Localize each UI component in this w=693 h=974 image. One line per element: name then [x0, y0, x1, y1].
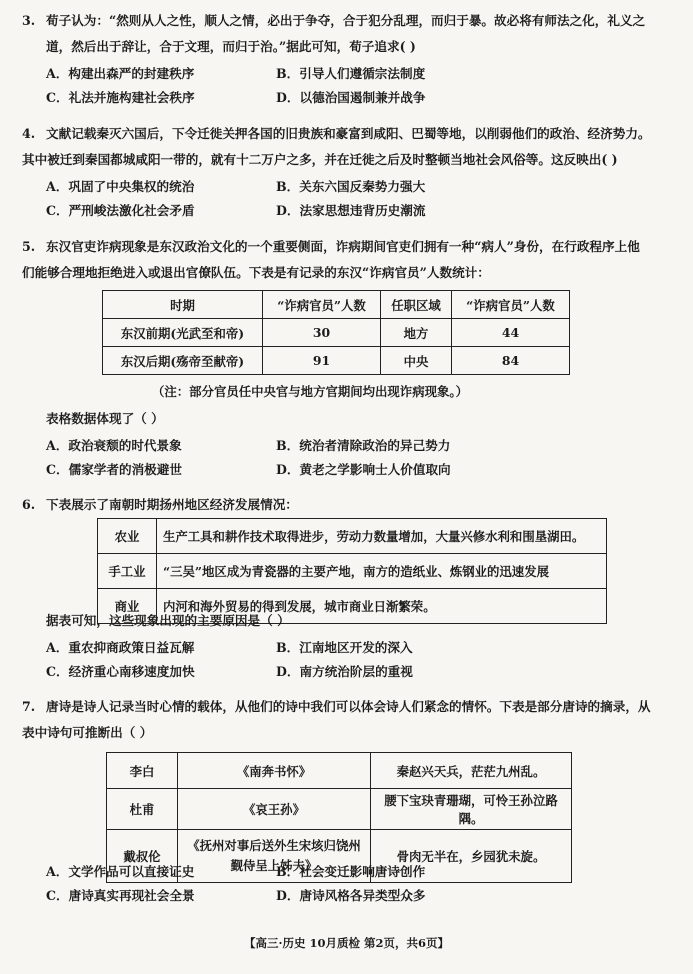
table-cell: 东汉后期(殇帝至献帝): [103, 347, 263, 375]
table-cell: 地方: [381, 319, 452, 347]
option-b[interactable]: B．社会变迁影响唐诗创作: [276, 864, 426, 879]
question-5-prompt: 表格数据体现了（ ） A．政治衰颓的时代景象 B．统治者清除政治的异己势力 C．儒家学者的消极避世 D．黄老之学影响士人价值取向: [22, 406, 672, 482]
option-c[interactable]: C．唐诗真实再现社会全景: [46, 888, 195, 903]
option-a[interactable]: A．构建出森严的封建秩序: [46, 66, 195, 81]
option-d[interactable]: D．南方统治阶层的重视: [276, 664, 413, 679]
option-a[interactable]: A．巩固了中央集权的统治: [46, 179, 195, 194]
table-header: “诈病官员”人数: [262, 291, 380, 319]
option-d[interactable]: D．以德治国遏制兼并战争: [276, 90, 426, 105]
table-cell: 生产工具和耕作技术取得进步，劳动力数量增加，大量兴修水利和围垦湖田。: [157, 519, 607, 554]
option-d[interactable]: D．法家思想违背历史潮流: [276, 203, 426, 218]
table-cell: 农业: [98, 519, 157, 554]
option-d[interactable]: D．唐诗风格各异类型众多: [276, 888, 426, 903]
question-7-options: [46, 860, 672, 908]
table-row: [98, 519, 607, 554]
table-cell: 中央: [381, 347, 452, 375]
table-cell: 东汉前期(光武至和帝): [103, 319, 263, 347]
question-4-options: [46, 175, 672, 223]
question-5-stem: 5. 东汉官吏诈病现象是东汉政治文化的一个重要侧面，诈病期间官吏们拥有一种“病人”身份，在行政程序上他 们能够合理地拒绝进入或退出官僚队伍。下表是有记录的东汉“诈病官员”人数统计：: [22, 239, 640, 280]
option-b[interactable]: B．江南地区开发的深入: [276, 640, 413, 655]
option-a[interactable]: A．文学作品可以直接证史: [46, 864, 195, 879]
table-cell: 腰下宝玦青珊瑚，可怜王孙泣路隅。: [371, 789, 572, 830]
table-cell: 骨肉无半在，乡园犹未旋。: [371, 830, 572, 883]
option-b[interactable]: B．关东六国反秦势力强大: [276, 179, 426, 194]
option-c[interactable]: C．经济重心南移速度加快: [46, 664, 195, 679]
table-cell: 内河和海外贸易的得到发展，城市商业日渐繁荣。: [157, 589, 607, 624]
table-cell: 商业: [98, 589, 157, 624]
table-cell: 30: [262, 319, 380, 347]
option-c[interactable]: C．礼法并施构建社会秩序: [46, 90, 195, 105]
option-b[interactable]: B．统治者清除政治的异己势力: [276, 438, 451, 453]
table-cell: 李白: [107, 753, 178, 789]
question-7: [22, 694, 672, 746]
question-6-stem: 6. 下表展示了南朝时期扬州地区经济发展情况：: [22, 497, 298, 512]
page-footer: 【高三·历史 10月质检 第2页，共6页】: [243, 936, 450, 950]
question-4-stem: 4. 文献记载秦灭六国后，下令迁徙关押各国的旧贵族和豪富到咸阳、巴蜀等地，以削弱他们的政治、经济势力。 其中被迁到秦国都城咸阳一带的，就有十二万户之多，并在迁徙之后及时整顿当地社会风俗等。这反映出( ): [22, 126, 651, 167]
table-cell: 秦赵兴天兵，茫茫九州乱。: [371, 753, 572, 789]
question-3-stem: 3. 荀子认为：“然则从人之性，顺人之情，必出于争夺，合于犯分乱理，而归于暴。故必将有师法之化，礼义之 道，然后出于辞让，合于文理，而归于治。”据此可知，荀子追求( ): [22, 13, 646, 54]
table-header: 任职区域: [381, 291, 452, 319]
q5-note: （注：部分官员任中央官与地方官期间均出现诈病现象。）: [152, 384, 468, 399]
table-header: 时期: [103, 291, 263, 319]
table-cell: 84: [451, 347, 569, 375]
table-cell: 戴叔伦: [107, 830, 178, 883]
table-header-row: [103, 291, 570, 319]
question-6-options: [46, 636, 672, 684]
question-6-prompt: 据表可知，这些现象出现的主要原因是（ ） A．重农抑商政策日益瓦解 B．江南地区开发的深入 C．经济重心南移速度加快 D．南方统治阶层的重视: [22, 608, 672, 684]
q5-table: [102, 290, 570, 375]
table-row: [107, 789, 572, 830]
table-cell: 91: [262, 347, 380, 375]
table-header: “诈病官员”人数: [451, 291, 569, 319]
table-cell: “三吴”地区成为青瓷器的主要产地，南方的造纸业、炼钢业的迅速发展: [157, 554, 607, 589]
question-3-options: [46, 62, 672, 110]
option-d[interactable]: D．黄老之学影响士人价值取向: [276, 462, 451, 477]
question-3: [22, 8, 672, 110]
question-5-options: [46, 434, 672, 482]
table-cell: 44: [451, 319, 569, 347]
table-row: [98, 554, 607, 589]
table-cell: 《哀王孙》: [178, 789, 371, 830]
option-c[interactable]: C．严刑峻法激化社会矛盾: [46, 203, 195, 218]
question-7-prompt: [22, 860, 672, 908]
table-row: [107, 753, 572, 789]
table-row: [103, 347, 570, 375]
table-row: [103, 319, 570, 347]
question-7-stem: 7. 唐诗是诗人记录当时心情的载体，从他们的诗中我们可以体会诗人们紧念的情怀。下表是部分唐诗的摘录，从 表中诗句可推断出（ ）: [22, 699, 651, 740]
option-b[interactable]: B．引导人们遵循宗法制度: [276, 66, 426, 81]
question-5: [22, 234, 672, 286]
option-a[interactable]: A．政治衰颓的时代景象: [46, 438, 182, 453]
table-cell: 杜甫: [107, 789, 178, 830]
table-cell: 手工业: [98, 554, 157, 589]
question-4: [22, 121, 672, 223]
option-a[interactable]: A．重农抑商政策日益瓦解: [46, 640, 195, 655]
table-cell: 《抚州对事后送外生宋垓归饶州觐侍呈上姊夫》: [178, 830, 371, 883]
table-cell: 《南奔书怀》: [178, 753, 371, 789]
option-c[interactable]: C．儒家学者的消极避世: [46, 462, 182, 477]
question-6: [22, 492, 672, 518]
